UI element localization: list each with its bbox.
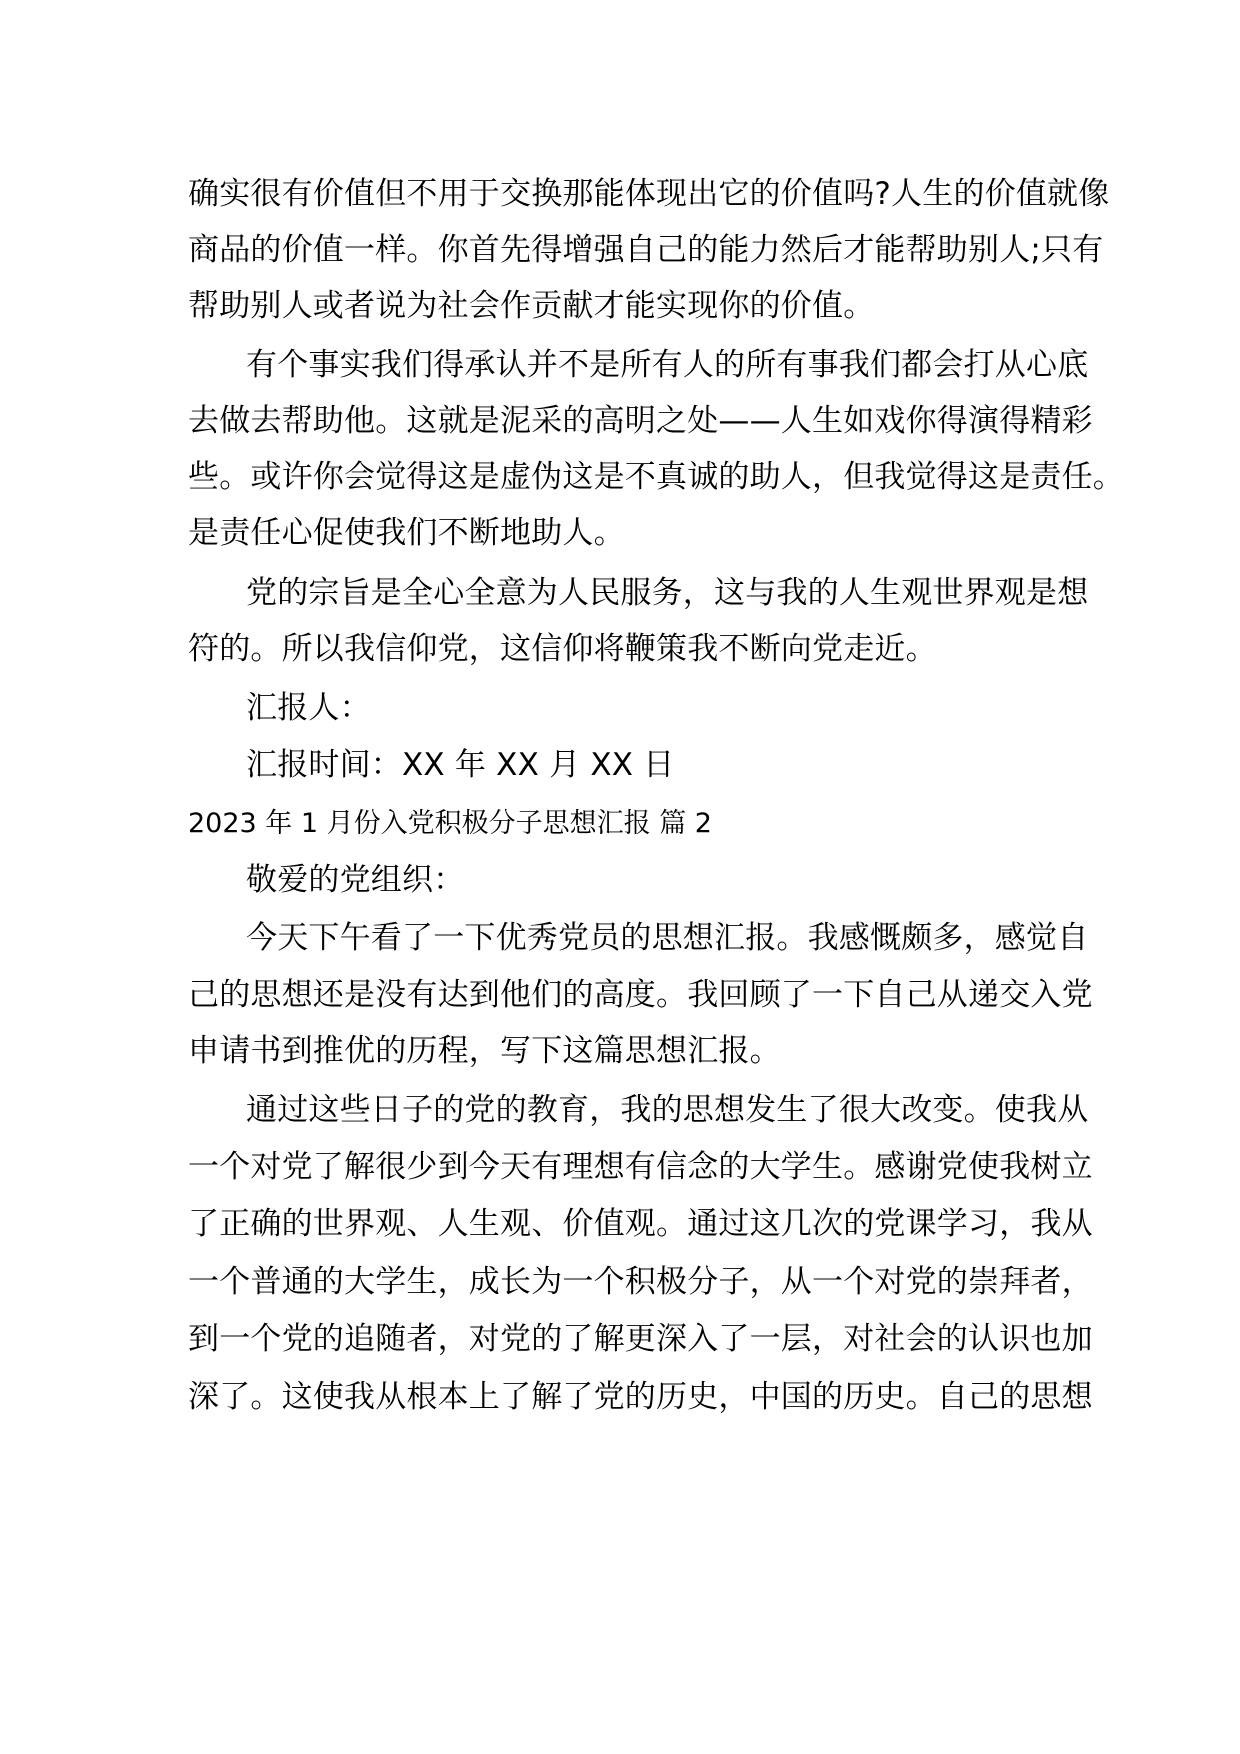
paragraph-first-line: 今天下午看了一下优秀党员的思想汇报。我感慨颇多，感觉自 xyxy=(246,920,1089,956)
text-line: 到一个党的追随者，对党的了解更深入了一层，对社会的认识也加 xyxy=(188,1321,1093,1357)
text-line: 是责任心促使我们不断地助人。 xyxy=(188,515,625,551)
text-line: 符的。所以我信仰党，这信仰将鞭策我不断向党走近。 xyxy=(188,631,937,667)
salutation: 敬爱的党组织： xyxy=(246,862,465,898)
paragraph-first-line: 党的宗旨是全心全意为人民服务，这与我的人生观世界观是想 xyxy=(246,575,1089,611)
text-line: 一个对党了解很少到今天有理想有信念的大学生。感谢党使我树立 xyxy=(188,1149,1093,1185)
paragraph-first-line: 通过这些日子的党的教育，我的思想发生了很大改变。使我从 xyxy=(246,1092,1089,1128)
report-date: 汇报时间：XX 年 XX 月 XX 日 xyxy=(246,747,675,783)
text-line: 一个普通的大学生，成长为一个积极分子，从一个对党的崇拜者， xyxy=(188,1264,1093,1300)
text-line: 去做去帮助他。这就是泥采的高明之处——人生如戏你得演得精彩 xyxy=(188,403,1093,439)
text-line: 了正确的世界观、人生观、价值观。通过这几次的党课学习，我从 xyxy=(188,1206,1093,1242)
reporter-label: 汇报人： xyxy=(246,690,371,726)
text-line: 确实很有价值但不用于交换那能体现出它的价值吗?人生的价值就像 xyxy=(188,176,1110,212)
text-line: 己的思想还是没有达到他们的高度。我回顾了一下自己从递交入党 xyxy=(188,977,1093,1013)
text-line: 商品的价值一样。你首先得增强自己的能力然后才能帮助别人;只有 xyxy=(188,232,1104,268)
text-line: 些。或许你会觉得这是虚伪这是不真诚的助人，但我觉得这是责任。 xyxy=(188,459,1124,495)
text-line: 深了。这使我从根本上了解了党的历史，中国的历史。自己的思想 xyxy=(188,1379,1093,1415)
text-line: 帮助别人或者说为社会作贡献才能实现你的价值。 xyxy=(188,288,875,324)
section-heading: 2023 年 1 月份入党积极分子思想汇报 篇 2 xyxy=(188,808,712,839)
text-line: 申请书到推优的历程，写下这篇思想汇报。 xyxy=(188,1033,781,1069)
paragraph-first-line: 有个事实我们得承认并不是所有人的所有事我们都会打从心底 xyxy=(246,347,1089,383)
